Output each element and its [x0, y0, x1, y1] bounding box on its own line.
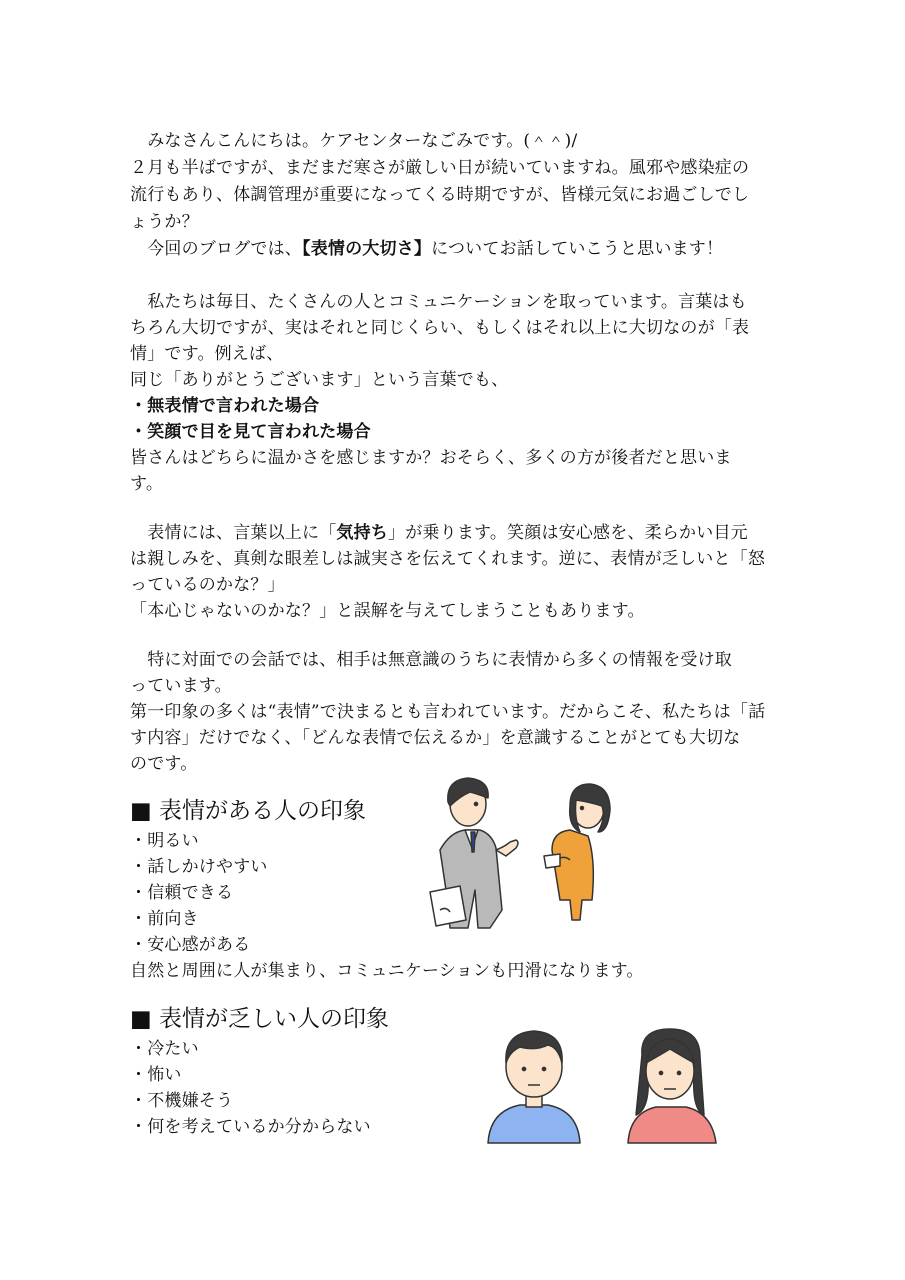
section2-heading: ■ 表情が乏しい人の印象 [130, 1006, 390, 1032]
para2-line: 「本心じゃないのかな？」と誤解を与えてしまうこともあります。 [130, 601, 645, 621]
section1-summary: 自然と周囲に人が集まり、コミュニケーションも円滑になります。 [130, 961, 644, 981]
section1-item: ・明るい [130, 831, 199, 851]
para1-line: 同じ「ありがとうございます」という言葉でも、 [130, 370, 509, 390]
intro-topic-line [130, 236, 723, 262]
section1-item: ・話しかけやすい [130, 857, 268, 877]
intro-text-line: 流行もあり、体調管理が重要になってくる時期ですが、皆様元気にお過ごしでし [130, 185, 750, 205]
para3-line: のです。 [130, 754, 198, 774]
para1-bullet: ・笑顔で目を見て言われた場合 [130, 422, 371, 442]
section2-item: ・怖い [130, 1065, 182, 1085]
para2-post: 」が乗ります。笑顔は安心感を、柔らかい目元 [388, 523, 748, 543]
para3-line: 特に対面での会話では、相手は無意識のうちに表情から多くの情報を受け取 [130, 650, 732, 670]
para2-line: っているのかな？」 [130, 575, 285, 595]
para3-line: 第一印象の多くは“表情”で決まるとも言われています。だからこそ、私たちは「話 [130, 702, 766, 722]
intro-topic-pre: 今回のブログでは、 [130, 239, 302, 259]
para2-line [130, 520, 748, 546]
section2-item: ・不機嫌そう [130, 1091, 234, 1111]
para2-pre: 表情には、言葉以上に「 [130, 523, 337, 543]
para1-bullet: ・無表情で言われた場合 [130, 396, 320, 416]
para1-line: ちろん大切ですが、実はそれと同じくらい、もしくはそれ以上に大切なのが「表 [130, 318, 750, 338]
para3-line: す内容」だけでなく、「どんな表情で伝えるか」を意識することがとても大切な [130, 728, 741, 748]
section1-heading: ■ 表情がある人の印象 [130, 798, 367, 824]
intro-topic-bold: 【表情の大切さ】 [302, 239, 432, 259]
para1-line: 私たちは毎日、たくさんの人とコミュニケーションを取っています。言葉はも [130, 292, 747, 312]
intro-text-line: ２月も半ばですが、まだまだ寒さが厳しい日が続いていますね。風邪や感染症の [130, 158, 750, 178]
para2-bold: 気持ち [336, 523, 389, 543]
section2-item: ・何を考えているか分からない [130, 1117, 371, 1137]
intro-topic-post: についてお話していこうと思います！ [431, 239, 724, 259]
intro-text-line: ょうか？ [130, 212, 199, 232]
para1-line: 皆さんはどちらに温かさを感じますか？おそらく、多くの方が後者だと思いま [130, 448, 732, 468]
section1-item: ・信頼できる [130, 883, 234, 903]
section2-item: ・冷たい [130, 1039, 199, 1059]
para3-line: っています。 [130, 676, 232, 696]
para2-line: は親しみを、真剣な眼差しは誠実さを伝えてくれます。逆に、表情が乏しいと「怒 [130, 549, 766, 569]
intro-greeting: みなさんこんにちは。ケアセンターなごみです。(＾＾)/ [130, 131, 578, 151]
conversation-illustration [420, 770, 630, 940]
section1-item: ・安心感がある [130, 935, 251, 955]
section1-item: ・前向き [130, 909, 199, 929]
expressionless-people-illustration [480, 1015, 730, 1145]
para1-line: す。 [130, 474, 164, 494]
para1-line: 情」です。例えば、 [130, 344, 284, 364]
